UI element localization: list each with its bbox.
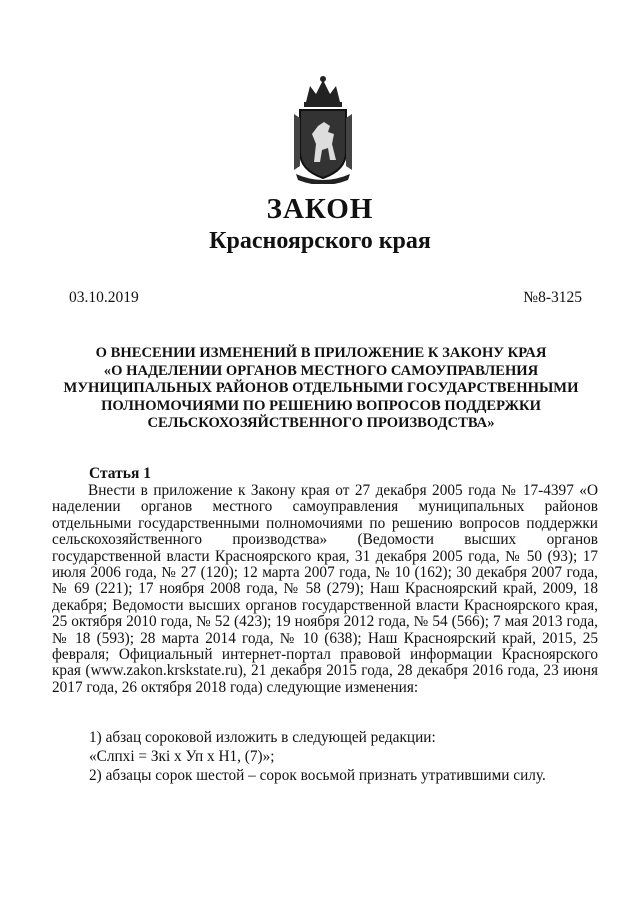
law-heading [60, 345, 582, 433]
article-title: Статья 1 [89, 465, 151, 482]
amendment-formula: «Слпхі = Зкі х Уп х Н1, (7)»; [89, 748, 275, 765]
heading-line: МУНИЦИПАЛЬНЫХ РАЙОНОВ ОТДЕЛЬНЫМИ ГОСУДАРСТВЕННЫМИ [63, 380, 579, 396]
article-paragraph: Внести в приложение к Закону края от 27 декабря 2005 года № 17-4397 «О наделении органов местного самоуправления муниципальных районов отдельными государственными полномочиями по решению вопросов поддержки сельскохозяйственного производства» (Ведомости высших органов государственной власти Красноярского края, 31 декабря 2005 года, № 50 (93); 17 июля 2006 года, № 27 (120); 12 марта 2007 года, № 10 (162); 30 декабря 2007 года, № 69 (221); 17 ноября 2008 года, № 58 (279); Наш Красноярский край, 2009, 18 декабря; Ведомости высших органов государственной власти Красноярского края, 25 октября 2010 года, № 52 (423); 19 ноября 2012 года, № 54 (566); 7 мая 2013 года, № 18 (593); 28 марта 2014 года, № 10 (638); Наш Красноярский край, 2015, 25 февраля; Официальный интернет-портал правовой информации Красноярского края (www.zakon.krskstate.ru), 21 декабря 2015 года, 28 декабря 2016 года, 23 июня 2017 года, 26 октября 2018 года) следующие изменения: [52, 482, 598, 696]
law-region: Красноярского края [209, 228, 431, 254]
amendment-item-1: 1) абзац сороковой изложить в следующей редакции: [89, 729, 436, 746]
coat-of-arms-icon [292, 74, 354, 184]
heading-line: СЕЛЬСКОХОЗЯЙСТВЕННОГО ПРОИЗВОДСТВА» [147, 415, 495, 431]
law-date: 03.10.2019 [69, 289, 139, 306]
heading-line: «О НАДЕЛЕНИИ ОРГАНОВ МЕСТНОГО САМОУПРАВЛЕНИЯ [103, 362, 539, 379]
heading-line: О ВНЕСЕНИИ ИЗМЕНЕНИЙ В ПРИЛОЖЕНИЕ К ЗАКОНУ КРАЯ [95, 345, 547, 361]
law-number: №8-3125 [523, 289, 582, 306]
heading-line: ПОЛНОМОЧИЯМИ ПО РЕШЕНИЮ ВОПРОСОВ ПОДДЕРЖКИ [101, 397, 541, 414]
amendment-item-2: 2) абзацы сорок шестой – сорок восьмой признать утратившими силу. [89, 767, 546, 784]
law-title: ЗАКОН [266, 193, 374, 225]
